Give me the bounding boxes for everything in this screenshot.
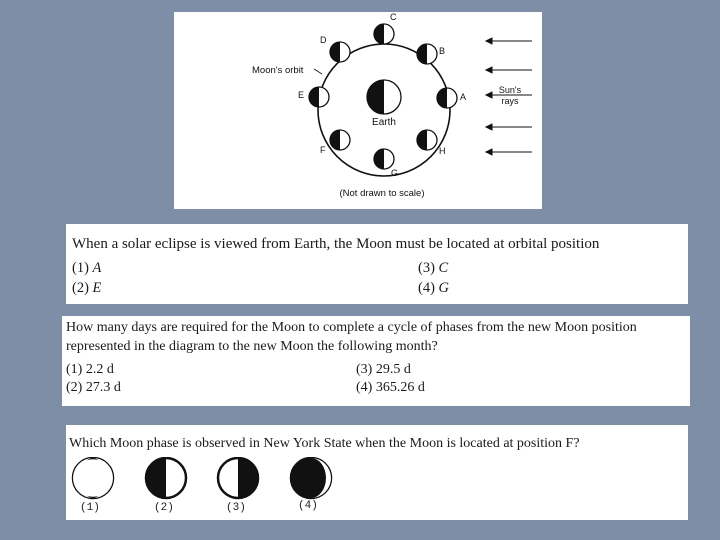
position-label-g: G (391, 168, 399, 178)
position-label-a: A (460, 92, 467, 102)
moon-position-e (309, 87, 329, 107)
option-value: 2.2 d (85, 362, 114, 377)
moon-position-f (330, 130, 350, 150)
option-number: (2) (66, 380, 83, 395)
moon-position-d (330, 42, 350, 62)
q2-option-2[interactable] (66, 380, 121, 396)
diagram-caption: (Not drawn to scale) (339, 188, 425, 199)
option-value: A (92, 260, 102, 276)
earth-label: Earth (372, 117, 396, 128)
phase-option-1-icon[interactable] (73, 458, 113, 498)
earth-icon (367, 80, 401, 114)
question-1-text: When a solar eclipse is viewed from Earth, the Moon must be located at orbital position (72, 236, 600, 252)
option-value: C (438, 260, 449, 276)
q2-option-1[interactable] (66, 362, 114, 378)
position-label-c: C (390, 12, 397, 22)
moon-position-h (417, 130, 437, 150)
orbit-diagram-svg (174, 12, 542, 209)
suns-rays-label-2: rays (501, 96, 519, 106)
option-value: 27.3 d (85, 380, 121, 395)
suns-rays-label-1: Sun's (498, 85, 522, 95)
q1-option-2[interactable] (72, 280, 101, 297)
option-number: (1) (72, 260, 89, 276)
position-label-h: H (439, 146, 446, 156)
phase-option-4-icon[interactable] (291, 458, 331, 498)
q2-option-3[interactable] (356, 362, 411, 378)
phase-option-3-label: (3) (226, 502, 246, 514)
q1-option-3[interactable] (418, 260, 448, 277)
orbit-label: Moon's orbit (252, 65, 304, 76)
question-phase-cycle (62, 316, 690, 406)
q1-option-4[interactable] (418, 280, 449, 297)
question-solar-eclipse (66, 224, 688, 304)
position-label-d: D (320, 35, 327, 45)
option-number: (3) (418, 260, 435, 276)
position-label-f: F (320, 145, 326, 155)
option-number: (4) (418, 280, 435, 296)
question-2-text-line-1: How many days are required for the Moon to complete a cycle of phases from the new Moon position (66, 320, 637, 335)
option-number: (2) (72, 280, 89, 296)
phase-option-4-label: (4) (298, 500, 318, 512)
q2-option-4[interactable] (356, 380, 425, 396)
position-label-e: E (298, 90, 305, 100)
moon-position-b (417, 44, 437, 64)
moon-orbit-diagram (174, 12, 542, 209)
phase-option-1-label: (1) (80, 502, 100, 514)
moon-position-a (437, 88, 457, 108)
option-value: G (438, 280, 450, 296)
question-2-text-line-2: represented in the diagram to the new Moon the following month? (66, 339, 438, 354)
option-number: (3) (356, 362, 373, 377)
q1-option-1[interactable] (72, 260, 101, 277)
question-3-text: Which Moon phase is observed in New York State when the Moon is located at position F? (69, 436, 580, 451)
phase-option-2-label: (2) (154, 502, 174, 514)
question-moon-phase (66, 425, 688, 520)
moon-position-g (374, 149, 394, 169)
option-value: 365.26 d (375, 380, 425, 395)
option-value: E (92, 280, 102, 296)
phase-option-2-icon[interactable] (146, 458, 186, 498)
phase-option-3-icon[interactable] (218, 458, 258, 498)
orbit-leader-line (314, 69, 322, 74)
moon-position-c (374, 24, 394, 44)
option-value: 29.5 d (375, 362, 411, 377)
option-number: (4) (356, 380, 373, 395)
position-label-b: B (439, 46, 446, 56)
option-number: (1) (66, 362, 83, 377)
